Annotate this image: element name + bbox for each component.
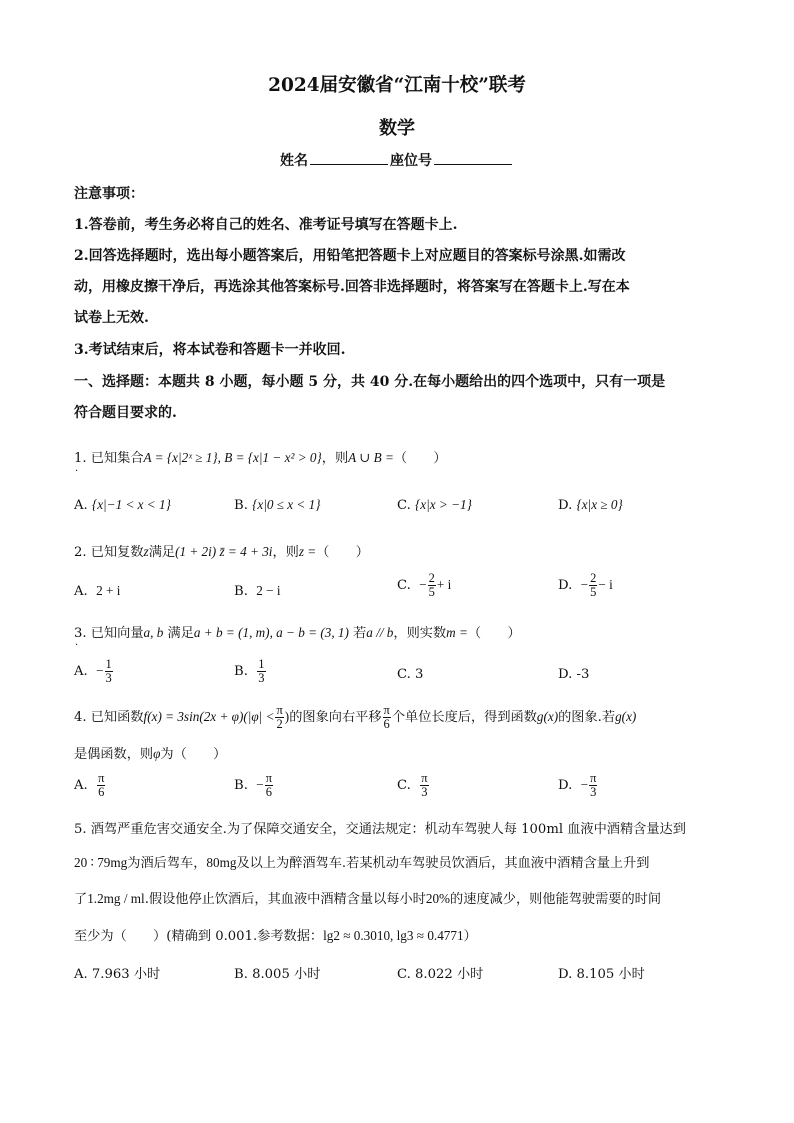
q2-option-c: C. − $\frac{2}{5}$ + i	[397, 571, 452, 600]
q1-set-a: A = {x|2ˣ ≥ 1}	[143, 450, 218, 465]
q4-option-d: D. − $\frac{\pi}{3}$	[558, 771, 597, 800]
q3-option-d: D. -3	[558, 667, 590, 682]
note-item-3: 3.考试结束后，将本试卷和答题卡一并收回.	[74, 342, 346, 358]
question-4-line-2: 是偶函数，则φ为（ ）	[74, 746, 227, 762]
q2-number: 2.	[74, 545, 87, 560]
question-5-line-3: 了1.2mg / ml.假设他停止饮酒后，其血液中酒精含量以每小时20%的速度减少，则他能驾驶需要的时间	[74, 891, 662, 907]
note-item-2-line-1: 2.回答选择题时，选出每小题答案后，用铅笔把答题卡上对应题目的答案标号涂黑.如需改	[74, 248, 626, 264]
q3-expr: a + b = (1, m), a − b = (3, 1)	[193, 625, 349, 640]
question-5-line-4: 至少为（ ）(精确到 0.001.参考数据：lg2 ≈ 0.3010, lg3 ≈ 0.4771）	[74, 928, 477, 944]
q1-option-a: A. {x|−1 < x < 1}	[74, 497, 171, 513]
seat-blank	[434, 150, 512, 165]
q5-option-a: A. 7.963 小时	[74, 967, 161, 982]
seat-label: 座位号	[390, 153, 432, 169]
q3-number: 3.	[74, 626, 87, 641]
q4-number: 4.	[74, 710, 87, 726]
q3-dot: ·	[75, 640, 79, 651]
q2-option-a: A. 2 + i	[74, 583, 121, 599]
question-4-line-1: 4. 已知函数f(x) = 3sin(2x + φ)(|φ| < $\frac{\pi}{2}$ )的图象向右平移 $\frac{\pi}{6}$ 个单位长度后，得到函数g(x)的图象.若g(x)	[74, 703, 637, 732]
question-1	[74, 447, 447, 466]
question-2: 2. 已知复数z满足(1 + 2i) z̄ = 4 + 3i，则z =（ ）	[74, 544, 369, 560]
q3-option-c: C. 3	[397, 667, 424, 682]
name-blank	[310, 150, 388, 165]
q1-set-b: , B = {x|1 − x² > 0}	[217, 450, 322, 465]
question-3: 3. 已知向量a, b 满足a + b = (1, m), a − b = (3, 1) 若a // b，则实数m =（ ）	[74, 625, 521, 641]
q1-option-c: C. {x|x > −1}	[397, 497, 472, 513]
q1-number: 1.	[74, 451, 87, 466]
notes-heading: 注意事项：	[74, 186, 144, 202]
q5-option-d: D. 8.105 小时	[558, 967, 645, 982]
q4-option-b: B. − $\frac{\pi}{6}$	[234, 771, 273, 800]
q4-option-c: C. $\frac{\pi}{3}$	[397, 771, 428, 800]
question-5-line-2: 20 ∶ 79mg为酒后驾车，80mg及以上为醉酒驾车.若某机动车驾驶员饮酒后，其血液中酒精含量上升到	[74, 855, 650, 871]
subject-title: 数学	[379, 118, 415, 139]
note-item-2-line-3: 试卷上无效.	[74, 310, 149, 326]
q5-option-b: B. 8.005 小时	[234, 967, 321, 982]
q1-text-a: 已知集合	[90, 451, 144, 466]
name-seat-line	[0, 150, 794, 170]
q1-text-b: ，则	[321, 451, 349, 466]
section-1-line-1: 一、选择题：本题共 8 小题，每小题 5 分，共 40 分.在每小题给出的四个选项中，只有一项是	[74, 374, 666, 390]
q2-expr: (1 + 2i) z̄ = 4 + 3i	[175, 544, 273, 559]
q4-option-a: A. $\frac{\pi}{6}$	[74, 771, 105, 800]
exam-title: 2024届安徽省“江南十校”联考	[268, 75, 526, 96]
q5-option-c: C. 8.022 小时	[397, 967, 484, 982]
note-item-2-line-2: 动，用橡皮擦干净后，再选涂其他答案标号.回答非选择题时，将答案写在答题卡上.写在本	[74, 279, 630, 295]
name-label: 姓名	[280, 153, 308, 169]
q2-option-b: B. 2 − i	[234, 583, 281, 599]
q1-expr: A ∪ B =	[348, 450, 394, 465]
q1-dot: ·	[75, 466, 79, 477]
note-item-1: 1.答卷前，考生务必将自己的姓名、准考证号填写在答题卡上.	[74, 217, 458, 233]
q1-paren: （ ）	[393, 451, 447, 466]
q1-option-d: D. {x|x ≥ 0}	[558, 497, 623, 513]
question-5-line-1: 5. 酒驾严重危害交通安全.为了保障交通安全，交通法规定：机动车驾驶人每 100ml 血液中酒精含量达到	[74, 822, 686, 837]
q1-option-b: B. {x|0 ≤ x < 1}	[234, 497, 321, 513]
q2-option-d: D. − $\frac{2}{5}$ − i	[558, 571, 613, 600]
q3-option-a: A. − $\frac{1}{3}$	[74, 657, 112, 686]
section-1-line-2: 符合题目要求的.	[74, 405, 177, 421]
q3-option-b: B. $\frac{1}{3}$	[234, 657, 265, 686]
